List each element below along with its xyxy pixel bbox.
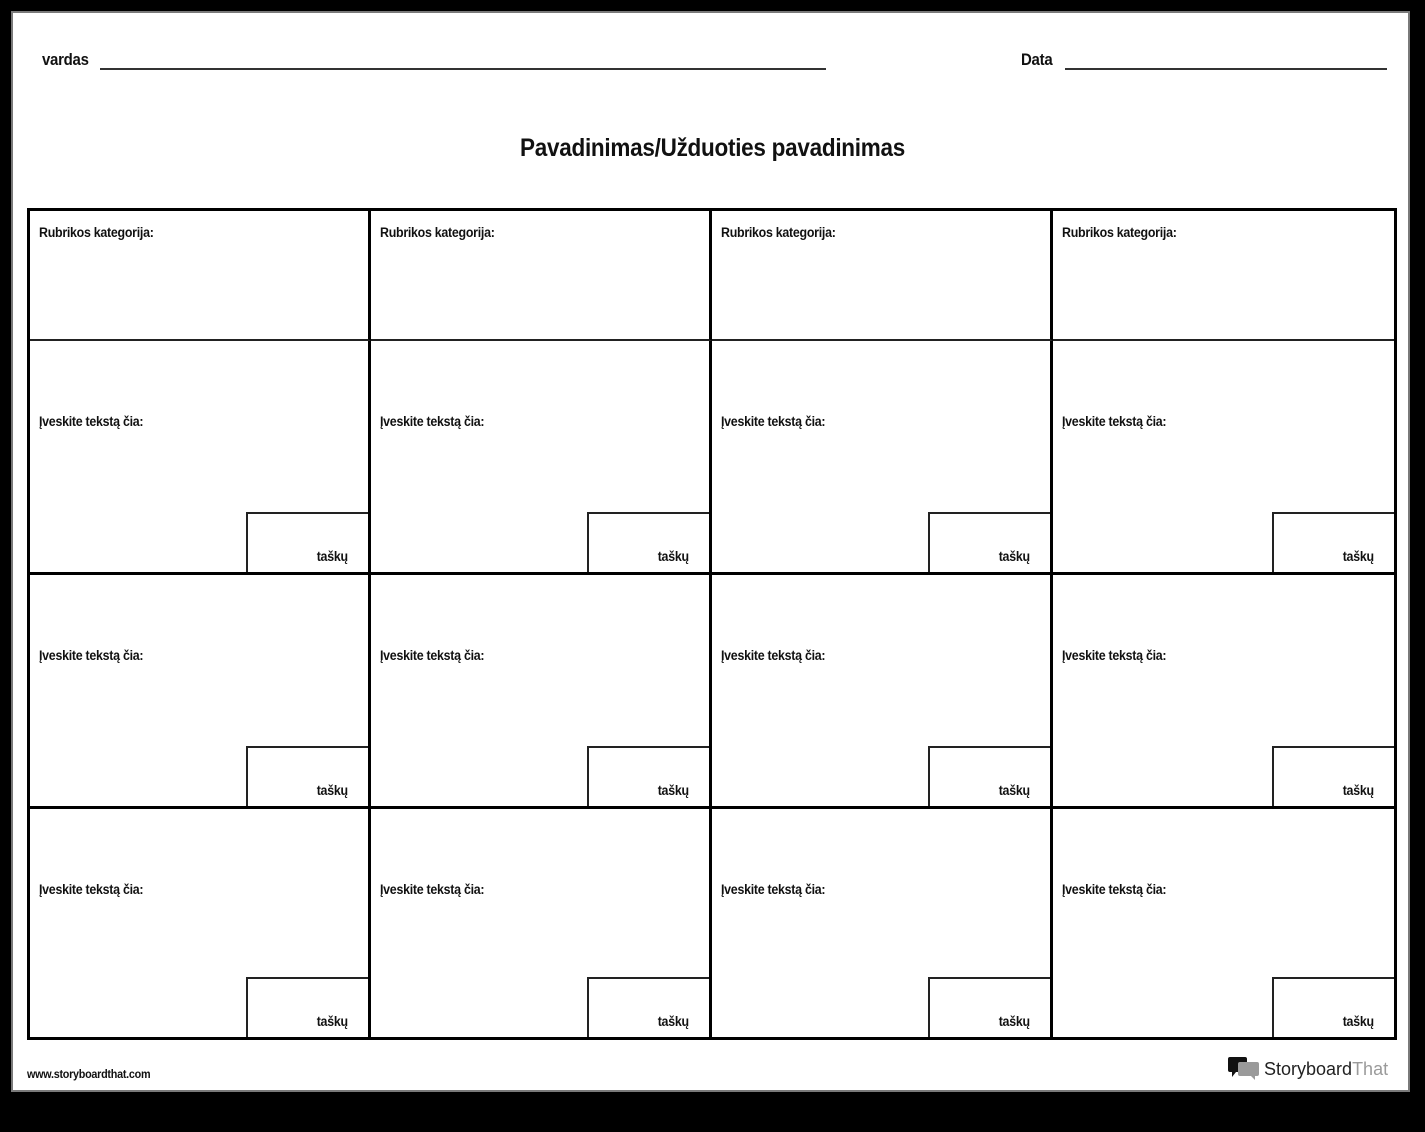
rubric-text-label: Įveskite tekstą čia: (380, 414, 485, 429)
points-box[interactable] (928, 746, 1050, 806)
rubric-text-label: Įveskite tekstą čia: (1062, 648, 1167, 663)
points-box[interactable] (587, 746, 709, 806)
rubric-text-label: Įveskite tekstą čia: (39, 648, 144, 663)
points-label: taškų (316, 783, 348, 798)
rubric-text-label: Įveskite tekstą čia: (721, 882, 826, 897)
brand-name (1264, 1059, 1388, 1080)
points-label: taškų (998, 1014, 1030, 1029)
rubric-level-cell[interactable] (1053, 341, 1394, 575)
points-label: taškų (657, 1014, 689, 1029)
points-label: taškų (657, 783, 689, 798)
points-label: taškų (316, 1014, 348, 1029)
rubric-text-label: Įveskite tekstą čia: (721, 648, 826, 663)
points-label: taškų (998, 783, 1030, 798)
points-label: taškų (316, 549, 348, 564)
rubric-category-cell[interactable] (30, 211, 371, 341)
rubric-text-label: Įveskite tekstą čia: (39, 882, 144, 897)
rubric-category-label: Rubrikos kategorija: (1062, 225, 1177, 240)
rubric-level-cell[interactable] (371, 809, 712, 1037)
points-box[interactable] (1272, 746, 1394, 806)
points-box[interactable] (928, 512, 1050, 572)
points-label: taškų (1342, 549, 1374, 564)
rubric-level-cell[interactable] (712, 575, 1053, 809)
rubric-level-cell[interactable] (30, 341, 371, 575)
rubric-category-cell[interactable] (1053, 211, 1394, 341)
points-label: taškų (1342, 1014, 1374, 1029)
points-box[interactable] (587, 512, 709, 572)
rubric-level-cell[interactable] (712, 809, 1053, 1037)
rubric-level-cell[interactable] (1053, 809, 1394, 1037)
rubric-level-cell[interactable] (371, 341, 712, 575)
rubric-category-label: Rubrikos kategorija: (39, 225, 154, 240)
rubric-text-label: Įveskite tekstą čia: (721, 414, 826, 429)
points-label: taškų (1342, 783, 1374, 798)
points-box[interactable] (246, 746, 368, 806)
name-label: vardas (42, 50, 89, 69)
rubric-text-label: Įveskite tekstą čia: (380, 648, 485, 663)
points-box[interactable] (1272, 977, 1394, 1037)
points-box[interactable] (246, 977, 368, 1037)
points-box[interactable] (246, 512, 368, 572)
brand-primary: Storyboard (1264, 1058, 1353, 1079)
rubric-category-label: Rubrikos kategorija: (380, 225, 495, 240)
rubric-text-label: Įveskite tekstą čia: (1062, 882, 1167, 897)
rubric-text-label: Įveskite tekstą čia: (380, 882, 485, 897)
rubric-level-cell[interactable] (30, 575, 371, 809)
rubric-text-label: Įveskite tekstą čia: (1062, 414, 1167, 429)
points-box[interactable] (928, 977, 1050, 1037)
points-label: taškų (657, 549, 689, 564)
footer-url[interactable]: www.storyboardthat.com (27, 1067, 151, 1081)
points-box[interactable] (587, 977, 709, 1037)
rubric-category-cell[interactable] (371, 211, 712, 341)
rubric-category-cell[interactable] (712, 211, 1053, 341)
rubric-text-label: Įveskite tekstą čia: (39, 414, 144, 429)
rubric-level-cell[interactable] (30, 809, 371, 1037)
rubric-grid (27, 208, 1397, 1040)
rubric-level-cell[interactable] (1053, 575, 1394, 809)
name-input-line[interactable] (100, 68, 826, 70)
page-title: Pavadinimas/Užduoties pavadinimas (520, 134, 905, 162)
storyboardthat-logo[interactable] (1228, 1055, 1388, 1083)
speech-bubbles-icon (1228, 1056, 1260, 1082)
brand-secondary: That (1352, 1058, 1389, 1079)
rubric-level-cell[interactable] (371, 575, 712, 809)
points-label: taškų (998, 549, 1030, 564)
points-box[interactable] (1272, 512, 1394, 572)
date-label: Data (1021, 50, 1053, 69)
rubric-level-cell[interactable] (712, 341, 1053, 575)
date-input-line[interactable] (1065, 68, 1387, 70)
rubric-category-label: Rubrikos kategorija: (721, 225, 836, 240)
